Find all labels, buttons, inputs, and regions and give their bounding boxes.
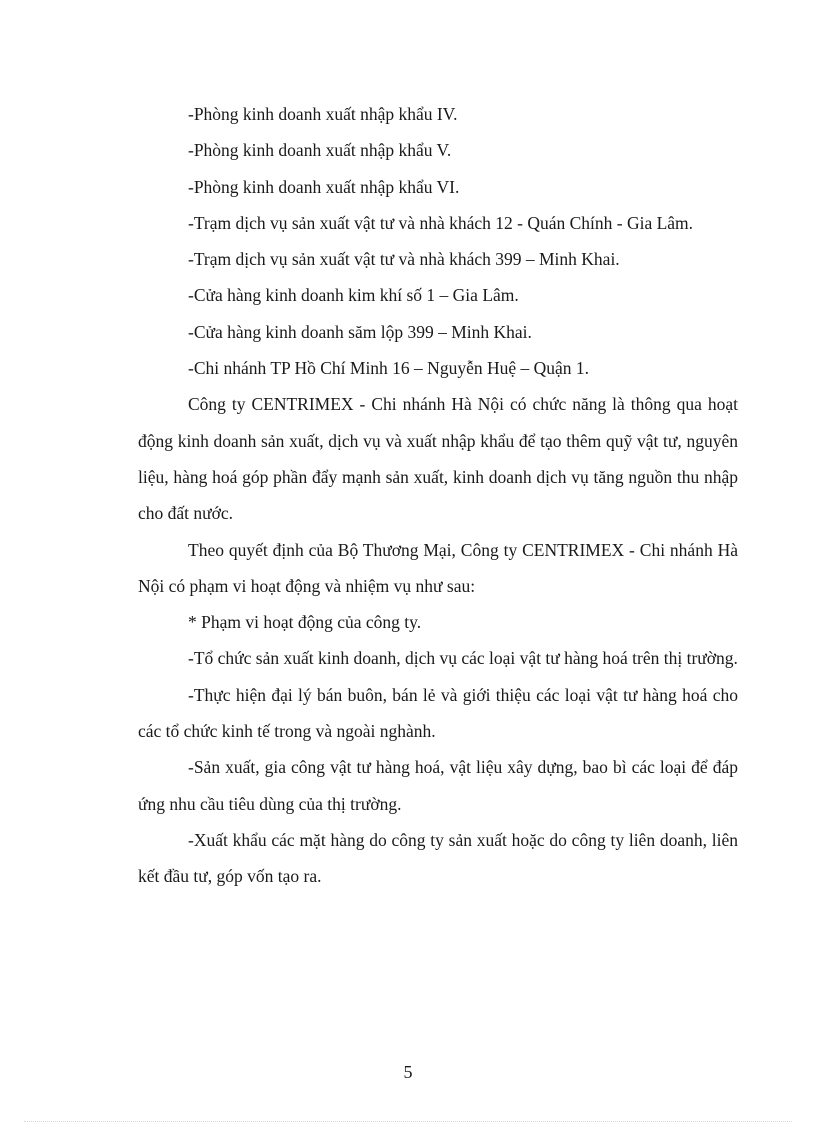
paragraph-store-gia-lam: -Cửa hàng kinh doanh kim khí số 1 – Gia Lâm. (188, 285, 519, 306)
body-text (138, 96, 738, 895)
paragraph-dept-vi: -Phòng kinh doanh xuất nhập khẩu VI. (188, 176, 460, 197)
paragraph-scope-heading: * Phạm vi hoạt động của công ty. (188, 612, 422, 633)
paragraph-scope-organize: -Tổ chức sản xuất kinh doanh, dịch vụ các loại vật tư hàng hoá trên thị trường. (188, 648, 738, 669)
paragraph-ministry-decision: Theo quyết định của Bộ Thương Mại, Công ty CENTRIMEX - Chi nhánh Hà Nội có phạm vi hoạt động và nhiệm vụ như sau: (138, 539, 738, 596)
paragraph-scope-production: -Sản xuất, gia công vật tư hàng hoá, vật liệu xây dựng, bao bì các loại để đáp ứng nhu cầu tiêu dùng của thị trường. (138, 757, 738, 814)
paragraph-dept-iv: -Phòng kinh doanh xuất nhập khẩu IV. (188, 104, 458, 124)
paragraph-station-399: -Trạm dịch vụ sản xuất vật tư và nhà khách 399 – Minh Khai. (188, 249, 620, 270)
paragraph-store-minh-khai: -Cửa hàng kinh doanh săm lộp 399 – Minh Khai. (188, 321, 532, 342)
paragraph-company-function: Công ty CENTRIMEX - Chi nhánh Hà Nội có chức năng là thông qua hoạt động kinh doanh sản xuất, dịch vụ và xuất nhập khẩu để tạo thêm quỹ vật tư, nguyên liệu, hàng hoá góp phần đẩy mạnh sản xuất, kinh doanh dịch vụ tăng nguồn thu nhập cho đất nước. (138, 394, 738, 524)
paragraph-dept-v: -Phòng kinh doanh xuất nhập khẩu V. (188, 140, 452, 161)
paragraph-branch-hcm: -Chi nhánh TP Hồ Chí Minh 16 – Nguyễn Huệ – Quận 1. (188, 358, 590, 379)
paragraph-scope-export: -Xuất khẩu các mặt hàng do công ty sản xuất hoặc do công ty liên doanh, liên kết đầu tư, góp vốn tạo ra. (138, 829, 738, 887)
paragraph-scope-agency: -Thực hiện đại lý bán buôn, bán lẻ và giới thiệu các loại vật tư hàng hoá cho các tổ chức kinh tế trong và ngoài nghành. (138, 684, 738, 742)
page-bottom-divider (24, 1121, 792, 1122)
paragraph-station-12: -Trạm dịch vụ sản xuất vật tư và nhà khách 12 - Quán Chính - Gia Lâm. (188, 212, 694, 233)
page-number: 5 (403, 1062, 413, 1082)
